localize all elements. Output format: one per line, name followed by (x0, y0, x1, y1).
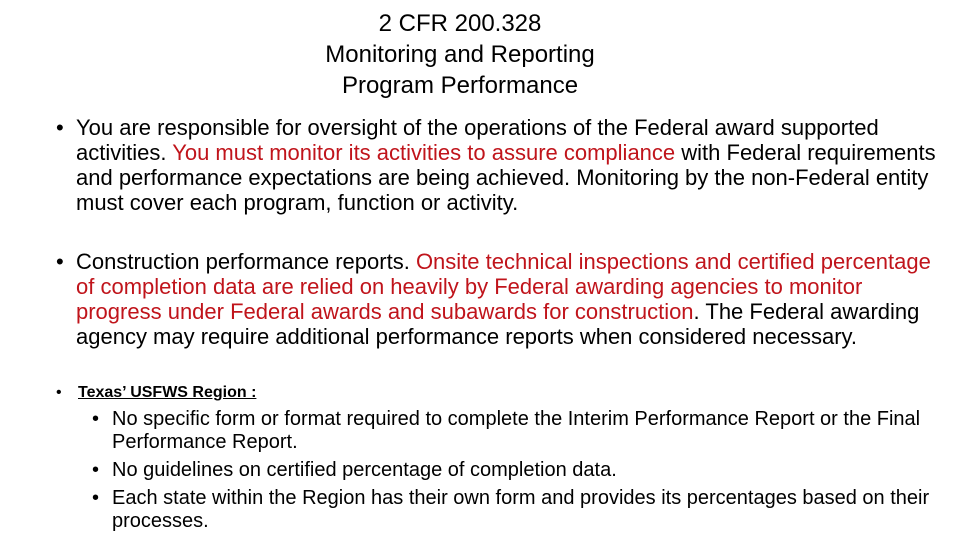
title-line-2: Monitoring and Reporting (325, 41, 595, 68)
bullet-construction-emphasis: Onsite technical inspections and certified percentage of completion data are relied on heavily by Federal awarding agencies to monitor progress under Federal awards and subawards for construction (76, 249, 931, 324)
bullet-oversight-plain-2: with Federal requirements and performance expectations are being achieved. Monitoring by the non-Federal entity must cover each program, function or activity. (76, 140, 936, 215)
bullet-oversight-text (76, 115, 936, 215)
bullet-oversight-plain-1: You are responsible for oversight of the operations of the Federal award supported activities. (76, 115, 879, 165)
title-line-1: 2 CFR 200.328 (378, 10, 542, 37)
bullet-marker: • (56, 384, 62, 401)
bullet-construction-text (76, 249, 936, 349)
sub-bullet-guidelines-text: No guidelines on certified percentage of completion data. (112, 459, 617, 481)
bullet-marker: • (92, 408, 100, 430)
bullet-marker: • (92, 459, 100, 481)
bullet-marker: • (92, 487, 100, 509)
bullet-construction-plain-2: . The Federal awarding agency may require additional performance reports when considered necessary. (76, 299, 920, 349)
bullet-construction-plain-1: Construction performance reports. (76, 249, 416, 274)
title-line-3: Program Performance (341, 72, 579, 99)
sub-bullet-form-text: No specific form or format required to complete the Interim Performance Report or the Final Performance Report. (112, 408, 921, 453)
sub-bullet-state-text: Each state within the Region has their own form and provides its percentages based on their processes. (112, 487, 930, 532)
bullet-oversight-emphasis: You must monitor its activities to assure compliance (172, 140, 676, 165)
bullet-region-label: Texas’ USFWS Region : (78, 384, 257, 401)
slide-title (180, 8, 740, 101)
bullet-marker: • (56, 115, 64, 140)
bullet-marker: • (56, 249, 64, 274)
